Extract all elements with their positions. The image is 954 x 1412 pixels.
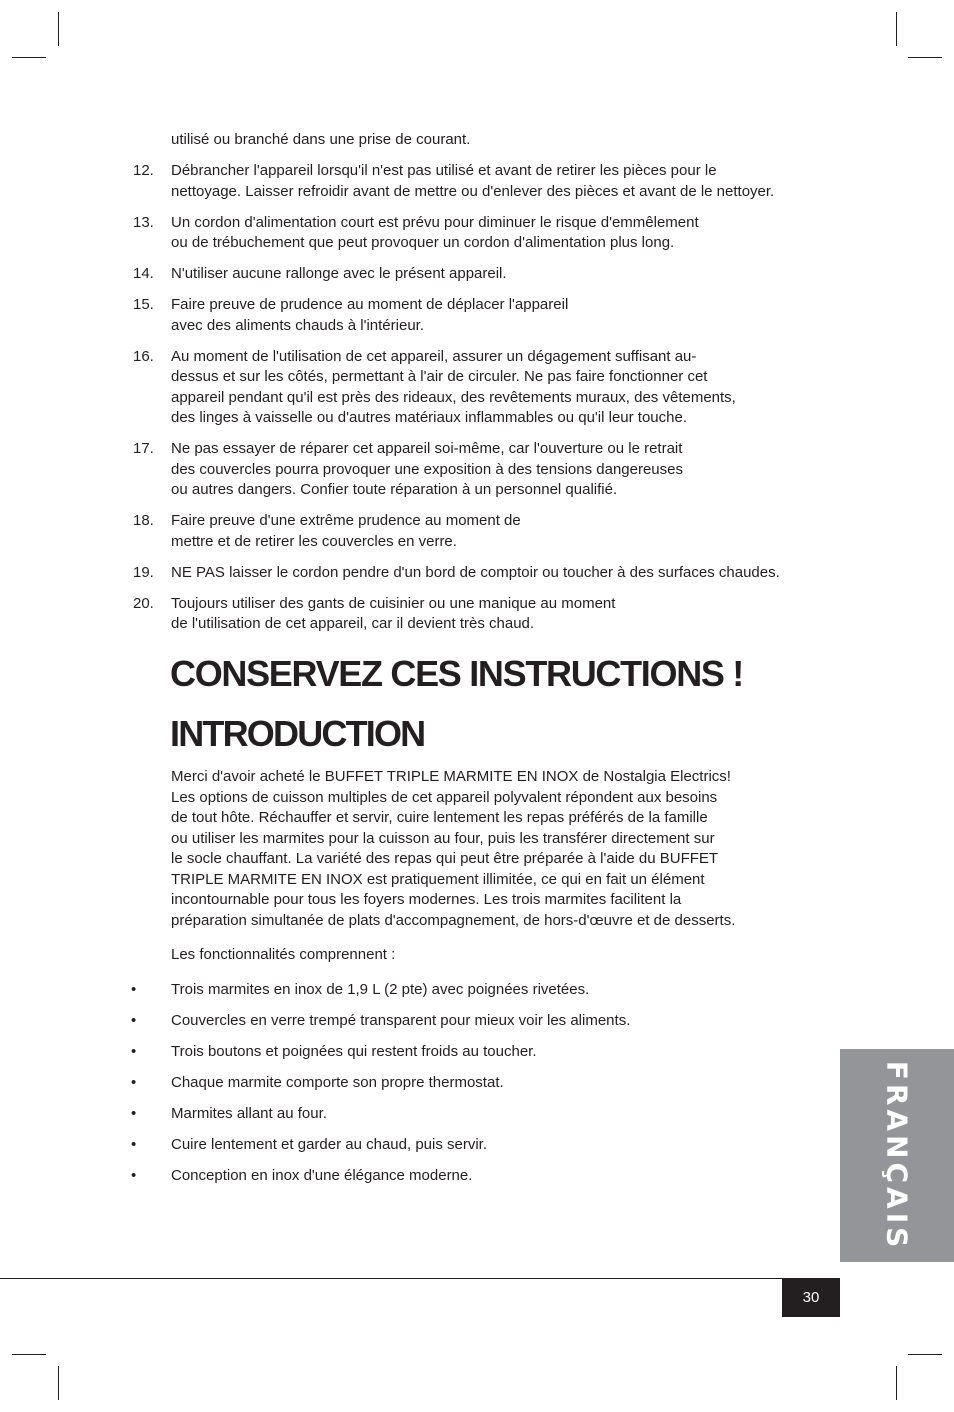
save-instructions-heading: CONSERVEZ CES INSTRUCTIONS !: [170, 653, 743, 694]
item-number: 14.: [133, 265, 154, 282]
safety-instructions-list: [133, 161, 823, 645]
item-number: 13.: [133, 213, 154, 231]
feature-text: Couvercles en verre trempé transparent pour mieux voir les aliments.: [171, 1012, 631, 1029]
bullet: •: [131, 1105, 137, 1122]
page-number: 30: [782, 1278, 840, 1317]
item-number: 18.: [133, 512, 154, 529]
list-item: [133, 347, 823, 429]
item-text: Toujours utiliser des gants de cuisinier ou une manique au moment de l'utilisation de cet appareil, car il devient très chaud.: [171, 594, 616, 632]
list-item: [131, 1166, 811, 1187]
item-number: 20.: [133, 594, 154, 612]
item-text: Faire preuve de prudence au moment de déplacer l'appareil avec des aliments chauds à l'intérieur.: [171, 296, 569, 334]
feature-text: Marmites allant au four.: [171, 1105, 327, 1122]
list-item: [131, 1104, 811, 1125]
feature-text: Conception en inox d'une élégance moderne.: [171, 1167, 473, 1184]
list-item: [133, 264, 823, 285]
list-item: [133, 563, 823, 584]
item-text: NE PAS laisser le cordon pendre d'un bord de comptoir ou toucher à des surfaces chaudes.: [171, 563, 780, 581]
item-number: 15.: [133, 296, 154, 313]
bullet: •: [131, 1043, 137, 1060]
language-tab: [840, 1049, 954, 1262]
bullet: •: [131, 1136, 137, 1153]
list-item: [133, 295, 823, 336]
crop-mark: [58, 12, 59, 46]
item-text: Un cordon d'alimentation court est prévu pour diminuer le risque d'emmêlement ou de trébuchement que peut provoquer un cordon d'alimentation plus long.: [171, 213, 699, 251]
list-item: [131, 1135, 811, 1156]
feature-text: Trois marmites en inox de 1,9 L (2 pte) avec poignées rivetées.: [171, 981, 590, 998]
item-number: 12.: [133, 162, 154, 179]
list-item: [133, 511, 823, 552]
intro-paragraph: Merci d'avoir acheté le BUFFET TRIPLE MARMITE EN INOX de Nostalgia Electrics! Les options de cuisson multiples de cet appareil polyvalent répondent aux besoins de tout hôte. Réchauffer et servir, cuire lentement les repas préférés de la famille ou utiliser les marmites pour la cuisson au four, puis les transférer directement sur le socle chauffant. La variété des repas qui peut être préparée à l'aide du BUFFET TRIPLE MARMITE EN INOX est pratiquement illimitée, ce qui en fait un élément incontournable pour tous les foyers modernes. Les trois marmites facilitent la préparation simultanée de plats d'accompagnement, de hors-d'œuvre et de desserts.: [171, 768, 736, 929]
crop-mark: [58, 1366, 59, 1400]
list-item: [131, 1011, 811, 1032]
item-number: 19.: [133, 563, 154, 581]
feature-text: Trois boutons et poignées qui restent froids au toucher.: [171, 1043, 537, 1060]
crop-mark: [896, 1366, 897, 1400]
feature-text: Cuire lentement et garder au chaud, puis servir.: [171, 1136, 488, 1153]
crop-mark: [908, 57, 942, 58]
crop-mark: [896, 12, 897, 46]
feature-text: Chaque marmite comporte son propre thermostat.: [171, 1074, 504, 1091]
item-text: Ne pas essayer de réparer cet appareil soi-même, car l'ouverture ou le retrait des couvercles pourra provoquer une exposition à des tensions dangereuses ou autres dangers. Confier toute réparation à un personnel qualifié.: [171, 440, 683, 498]
features-intro: Les fonctionnalités comprennent :: [171, 946, 396, 963]
crop-mark: [12, 1354, 46, 1355]
crop-mark: [908, 1354, 942, 1355]
list-item: [133, 161, 823, 202]
footer-rule: [0, 1278, 840, 1279]
item-text: Au moment de l'utilisation de cet appareil, assurer un dégagement suffisant au- dessus et sur les côtés, permettant à l'air de circuler. Ne pas faire fonctionner cet appareil pendant qu'il est près des rideaux, des revêtements muraux, des vêtements, des linges à vaisselle ou d'autres matériaux inflammables ou qu'il leur touche.: [171, 347, 736, 426]
crop-mark: [12, 57, 46, 58]
list-item: [133, 213, 823, 254]
list-item: [131, 980, 811, 1001]
bullet: •: [131, 1167, 137, 1184]
item-text: N'utiliser aucune rallonge avec le présent appareil.: [171, 265, 507, 282]
bullet: •: [131, 981, 137, 998]
introduction-heading: INTRODUCTION: [170, 713, 425, 754]
continuation-line: utilisé ou branché dans une prise de courant.: [171, 131, 471, 148]
list-item: [133, 439, 823, 501]
item-text: Faire preuve d'une extrême prudence au moment de mettre et de retirer les couvercles en verre.: [171, 512, 521, 550]
list-item: [133, 594, 823, 635]
item-number: 17.: [133, 440, 154, 457]
item-number: 16.: [133, 347, 154, 365]
bullet: •: [131, 1012, 137, 1029]
features-list: [131, 980, 811, 1197]
language-label: FRANÇAIS: [880, 1060, 914, 1251]
item-text: Débrancher l'appareil lorsqu'il n'est pas utilisé et avant de retirer les pièces pour le nettoyage. Laisser refroidir avant de mettre ou d'enlever des pièces et avant de le nettoyer.: [171, 162, 775, 200]
bullet: •: [131, 1074, 137, 1091]
list-item: [131, 1073, 811, 1094]
list-item: [131, 1042, 811, 1063]
